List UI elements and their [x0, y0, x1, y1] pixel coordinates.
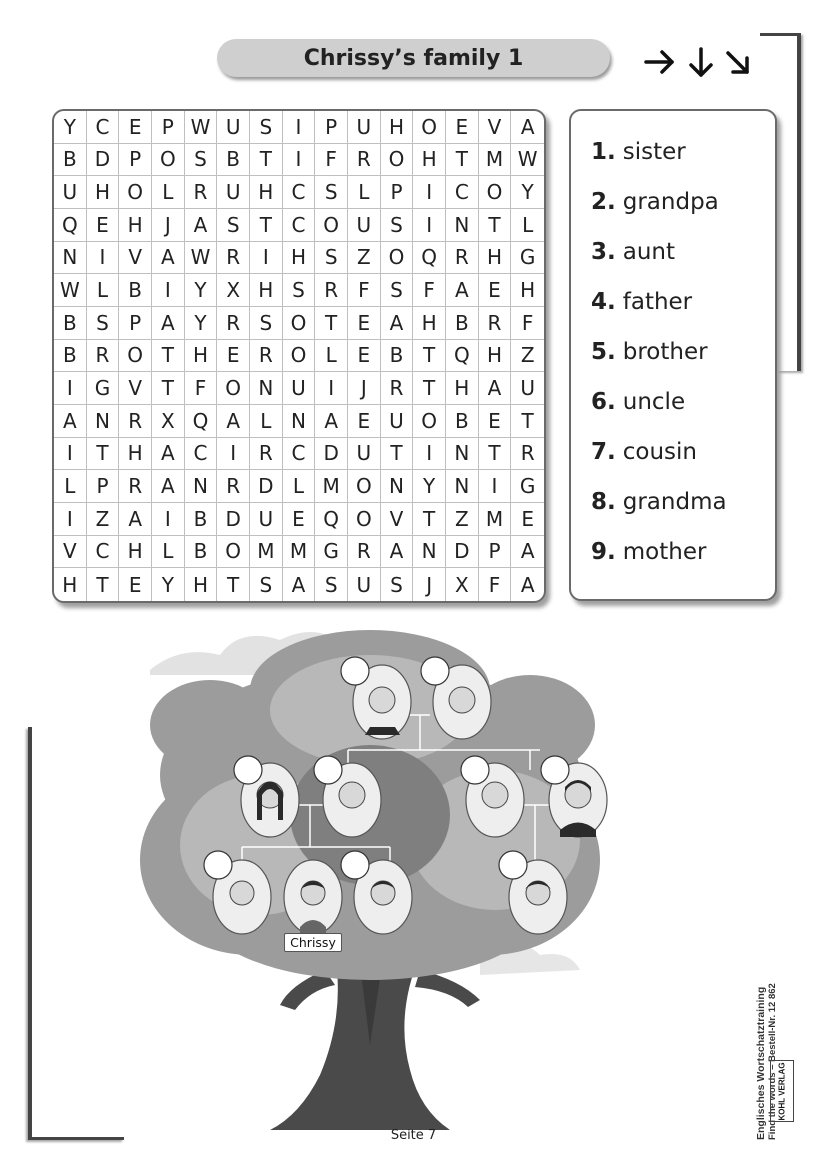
- grid-cell[interactable]: O: [413, 111, 446, 144]
- grid-cell[interactable]: A: [381, 536, 414, 569]
- grid-cell[interactable]: A: [119, 503, 152, 536]
- grid-cell[interactable]: H: [250, 176, 283, 209]
- grid-cell[interactable]: U: [511, 372, 544, 405]
- grid-cell[interactable]: E: [283, 503, 316, 536]
- grid-cell[interactable]: L: [54, 470, 87, 503]
- grid-cell[interactable]: R: [250, 340, 283, 373]
- grid-cell[interactable]: T: [87, 568, 120, 601]
- grid-cell[interactable]: H: [185, 568, 218, 601]
- grid-cell[interactable]: N: [446, 438, 479, 471]
- grid-cell[interactable]: A: [479, 372, 512, 405]
- grid-cell[interactable]: S: [250, 568, 283, 601]
- grid-cell[interactable]: P: [119, 307, 152, 340]
- grid-cell[interactable]: U: [250, 503, 283, 536]
- word-item: [591, 289, 775, 339]
- grid-cell[interactable]: O: [479, 176, 512, 209]
- grid-cell[interactable]: L: [152, 536, 185, 569]
- grid-cell[interactable]: P: [87, 470, 120, 503]
- grid-cell[interactable]: C: [446, 176, 479, 209]
- grid-cell[interactable]: T: [479, 209, 512, 242]
- grid-cell[interactable]: U: [348, 209, 381, 242]
- grid-cell[interactable]: L: [152, 176, 185, 209]
- word-item: [591, 489, 775, 539]
- grid-cell[interactable]: T: [250, 144, 283, 177]
- word-item: [591, 239, 775, 289]
- grid-cell[interactable]: T: [217, 568, 250, 601]
- grid-cell[interactable]: O: [381, 242, 414, 275]
- grid-cell[interactable]: F: [511, 307, 544, 340]
- grid-cell[interactable]: E: [217, 340, 250, 373]
- grid-cell[interactable]: A: [446, 274, 479, 307]
- grid-cell[interactable]: W: [185, 111, 218, 144]
- grid-cell[interactable]: C: [283, 176, 316, 209]
- grid-cell[interactable]: O: [152, 144, 185, 177]
- grid-cell[interactable]: C: [283, 209, 316, 242]
- answer-circle: [234, 756, 262, 784]
- word-list-panel: [569, 109, 777, 601]
- grid-cell[interactable]: U: [54, 176, 87, 209]
- grid-cell[interactable]: S: [217, 209, 250, 242]
- grid-cell[interactable]: T: [413, 372, 446, 405]
- word-text: aunt: [622, 239, 676, 265]
- word-item: [591, 539, 775, 589]
- grid-cell[interactable]: V: [54, 536, 87, 569]
- grid-cell[interactable]: S: [283, 274, 316, 307]
- grid-cell[interactable]: S: [87, 307, 120, 340]
- grid-cell[interactable]: S: [315, 568, 348, 601]
- grid-cell[interactable]: D: [446, 536, 479, 569]
- order-info: Find the words – Bestell-Nr. 12 862: [767, 983, 778, 1140]
- grid-cell[interactable]: N: [54, 242, 87, 275]
- grid-cell[interactable]: B: [217, 144, 250, 177]
- grid-cell[interactable]: R: [381, 372, 414, 405]
- grid-cell[interactable]: A: [217, 405, 250, 438]
- grid-cell[interactable]: U: [348, 111, 381, 144]
- grid-cell[interactable]: I: [315, 372, 348, 405]
- grid-cell[interactable]: M: [283, 536, 316, 569]
- grid-cell[interactable]: R: [511, 438, 544, 471]
- grid-cell[interactable]: O: [283, 307, 316, 340]
- grid-cell[interactable]: N: [250, 372, 283, 405]
- grid-cell[interactable]: U: [217, 176, 250, 209]
- grid-cell[interactable]: H: [54, 568, 87, 601]
- grid-cell[interactable]: P: [479, 536, 512, 569]
- grid-cell[interactable]: I: [283, 144, 316, 177]
- word-number: 9.: [591, 539, 616, 565]
- answer-circle: [541, 756, 569, 784]
- grid-cell[interactable]: C: [283, 438, 316, 471]
- grid-cell[interactable]: H: [119, 438, 152, 471]
- grid-cell[interactable]: R: [315, 274, 348, 307]
- grid-cell[interactable]: V: [479, 111, 512, 144]
- grid-cell[interactable]: R: [119, 405, 152, 438]
- grid-cell[interactable]: G: [87, 372, 120, 405]
- word-number: 6.: [591, 389, 616, 415]
- down-arrow-icon: [691, 49, 711, 75]
- grid-cell[interactable]: A: [381, 307, 414, 340]
- grid-cell[interactable]: O: [315, 209, 348, 242]
- grid-cell[interactable]: Z: [348, 242, 381, 275]
- grid-cell[interactable]: S: [315, 176, 348, 209]
- grid-cell[interactable]: S: [381, 209, 414, 242]
- grid-cell[interactable]: O: [217, 372, 250, 405]
- grid-cell[interactable]: L: [283, 470, 316, 503]
- grid-cell[interactable]: N: [413, 536, 446, 569]
- grid-cell[interactable]: T: [152, 372, 185, 405]
- grid-cell[interactable]: T: [250, 209, 283, 242]
- grid-cell[interactable]: I: [413, 209, 446, 242]
- grid-cell[interactable]: T: [511, 405, 544, 438]
- grid-cell[interactable]: O: [119, 176, 152, 209]
- grid-cell[interactable]: O: [119, 340, 152, 373]
- grid-cell[interactable]: T: [446, 144, 479, 177]
- grid-cell[interactable]: I: [413, 176, 446, 209]
- grid-cell[interactable]: E: [348, 340, 381, 373]
- right-arrow-icon: [646, 52, 672, 72]
- word-text: mother: [622, 539, 707, 565]
- grid-cell[interactable]: Q: [446, 340, 479, 373]
- grid-cell[interactable]: W: [511, 144, 544, 177]
- grid-cell[interactable]: W: [185, 242, 218, 275]
- grid-cell[interactable]: T: [413, 503, 446, 536]
- grid-cell[interactable]: L: [348, 176, 381, 209]
- grid-cell[interactable]: O: [381, 144, 414, 177]
- grid-cell[interactable]: I: [283, 111, 316, 144]
- grid-cell[interactable]: W: [54, 274, 87, 307]
- grid-cell[interactable]: H: [479, 242, 512, 275]
- answer-circle: [204, 851, 232, 879]
- grid-cell[interactable]: S: [250, 307, 283, 340]
- grid-cell[interactable]: F: [413, 274, 446, 307]
- grid-cell[interactable]: A: [152, 242, 185, 275]
- grid-cell[interactable]: C: [87, 111, 120, 144]
- grid-cell[interactable]: Q: [54, 209, 87, 242]
- grid-cell[interactable]: E: [511, 503, 544, 536]
- series-title: Englisches Wortschatztraining: [755, 986, 767, 1140]
- grid-cell[interactable]: M: [479, 503, 512, 536]
- grid-cell[interactable]: E: [87, 209, 120, 242]
- grid-cell[interactable]: M: [250, 536, 283, 569]
- grid-cell[interactable]: E: [479, 405, 512, 438]
- grid-cell[interactable]: P: [315, 111, 348, 144]
- grid-cell[interactable]: H: [119, 209, 152, 242]
- word-item: [591, 189, 775, 239]
- grid-cell[interactable]: B: [119, 274, 152, 307]
- grid-cell[interactable]: A: [185, 209, 218, 242]
- grid-cell[interactable]: B: [446, 405, 479, 438]
- grid-cell[interactable]: O: [348, 470, 381, 503]
- grid-cell[interactable]: T: [413, 340, 446, 373]
- grid-cell[interactable]: R: [217, 470, 250, 503]
- grid-cell[interactable]: A: [152, 470, 185, 503]
- grid-cell[interactable]: C: [185, 438, 218, 471]
- word-number: 2.: [591, 189, 616, 215]
- grid-cell[interactable]: C: [87, 536, 120, 569]
- grid-cell[interactable]: H: [283, 242, 316, 275]
- grid-cell[interactable]: U: [283, 372, 316, 405]
- grid-cell[interactable]: R: [348, 536, 381, 569]
- grid-cell[interactable]: H: [413, 144, 446, 177]
- grid-cell[interactable]: Y: [185, 274, 218, 307]
- grid-cell[interactable]: R: [348, 144, 381, 177]
- grid-cell[interactable]: H: [479, 340, 512, 373]
- grid-cell[interactable]: H: [119, 536, 152, 569]
- grid-cell[interactable]: L: [87, 274, 120, 307]
- grid-cell[interactable]: H: [87, 176, 120, 209]
- page-number: Seite 7: [390, 1128, 437, 1143]
- grid-cell[interactable]: J: [152, 209, 185, 242]
- grid-cell[interactable]: F: [479, 568, 512, 601]
- word-item: [591, 339, 775, 389]
- grid-cell[interactable]: H: [446, 372, 479, 405]
- word-text: uncle: [622, 389, 686, 415]
- grid-cell[interactable]: M: [479, 144, 512, 177]
- grid-cell[interactable]: Z: [87, 503, 120, 536]
- word-text: brother: [622, 339, 708, 365]
- grid-cell[interactable]: D: [250, 470, 283, 503]
- grid-cell[interactable]: H: [185, 340, 218, 373]
- grid-cell[interactable]: H: [381, 111, 414, 144]
- page-title: Chrissy’s family 1: [217, 39, 610, 77]
- grid-cell[interactable]: H: [511, 274, 544, 307]
- grid-cell[interactable]: X: [152, 405, 185, 438]
- grid-cell[interactable]: I: [54, 503, 87, 536]
- grid-cell[interactable]: S: [250, 111, 283, 144]
- grid-cell[interactable]: T: [479, 438, 512, 471]
- grid-cell[interactable]: L: [315, 340, 348, 373]
- grid-cell[interactable]: F: [348, 274, 381, 307]
- word-item: [591, 389, 775, 439]
- grid-cell[interactable]: D: [217, 503, 250, 536]
- grid-cell[interactable]: R: [185, 176, 218, 209]
- word-number: 4.: [591, 289, 616, 315]
- grid-cell[interactable]: R: [217, 242, 250, 275]
- grid-cell[interactable]: P: [381, 176, 414, 209]
- grid-cell[interactable]: U: [348, 438, 381, 471]
- grid-cell[interactable]: E: [119, 111, 152, 144]
- family-tree-illustration: [120, 615, 620, 1140]
- grid-cell[interactable]: N: [446, 470, 479, 503]
- grid-cell[interactable]: B: [54, 340, 87, 373]
- grid-cell[interactable]: A: [283, 568, 316, 601]
- grid-cell[interactable]: O: [283, 340, 316, 373]
- grid-cell[interactable]: D: [315, 438, 348, 471]
- grid-cell[interactable]: P: [119, 144, 152, 177]
- direction-arrows: [640, 42, 760, 78]
- grid-cell[interactable]: Q: [185, 405, 218, 438]
- chrissy-name-tag: Chrissy: [284, 933, 342, 952]
- grid-cell[interactable]: T: [381, 438, 414, 471]
- grid-cell[interactable]: U: [381, 405, 414, 438]
- grid-cell[interactable]: E: [348, 405, 381, 438]
- grid-cell[interactable]: I: [152, 274, 185, 307]
- word-text: grandma: [622, 489, 727, 515]
- word-number: 1.: [591, 139, 616, 165]
- word-text: father: [622, 289, 693, 315]
- grid-cell[interactable]: B: [185, 503, 218, 536]
- diagonal-down-right-arrow-icon: [728, 53, 747, 72]
- grid-cell[interactable]: A: [54, 405, 87, 438]
- grid-cell[interactable]: I: [54, 372, 87, 405]
- grid-cell[interactable]: A: [511, 536, 544, 569]
- grid-cell[interactable]: V: [381, 503, 414, 536]
- grid-cell[interactable]: R: [119, 470, 152, 503]
- grid-cell[interactable]: I: [87, 242, 120, 275]
- grid-cell[interactable]: N: [446, 209, 479, 242]
- answer-circle: [341, 657, 369, 685]
- grid-cell[interactable]: B: [54, 307, 87, 340]
- grid-cell[interactable]: I: [54, 438, 87, 471]
- grid-cell[interactable]: L: [511, 209, 544, 242]
- word-text: sister: [622, 139, 686, 165]
- grid-cell[interactable]: V: [119, 242, 152, 275]
- grid-cell[interactable]: F: [185, 372, 218, 405]
- answer-circle: [461, 756, 489, 784]
- grid-cell[interactable]: J: [348, 372, 381, 405]
- grid-cell[interactable]: A: [152, 307, 185, 340]
- grid-cell[interactable]: Y: [511, 176, 544, 209]
- grid-cell[interactable]: F: [315, 144, 348, 177]
- grid-cell[interactable]: T: [152, 340, 185, 373]
- grid-cell[interactable]: M: [315, 470, 348, 503]
- grid-cell[interactable]: X: [446, 568, 479, 601]
- grid-cell[interactable]: Y: [185, 307, 218, 340]
- grid-cell[interactable]: Y: [413, 470, 446, 503]
- grid-cell[interactable]: H: [250, 274, 283, 307]
- grid-cell[interactable]: I: [152, 503, 185, 536]
- grid-cell[interactable]: E: [446, 111, 479, 144]
- grid-cell[interactable]: Q: [413, 242, 446, 275]
- grid-cell[interactable]: O: [217, 536, 250, 569]
- grid-cell[interactable]: T: [87, 438, 120, 471]
- answer-circle: [499, 851, 527, 879]
- grid-cell[interactable]: V: [119, 372, 152, 405]
- grid-cell[interactable]: R: [479, 307, 512, 340]
- grid-cell[interactable]: B: [54, 144, 87, 177]
- answer-circle: [421, 657, 449, 685]
- grid-cell[interactable]: Q: [315, 503, 348, 536]
- word-item: [591, 139, 775, 189]
- grid-cell[interactable]: I: [479, 470, 512, 503]
- answer-circle: [341, 851, 369, 879]
- grid-cell[interactable]: L: [250, 405, 283, 438]
- word-number: 5.: [591, 339, 616, 365]
- grid-cell[interactable]: N: [185, 470, 218, 503]
- grid-cell[interactable]: A: [511, 111, 544, 144]
- grid-cell[interactable]: Y: [54, 111, 87, 144]
- grid-cell[interactable]: S: [381, 274, 414, 307]
- word-text: grandpa: [622, 189, 719, 215]
- grid-cell[interactable]: A: [152, 438, 185, 471]
- grid-cell[interactable]: Z: [446, 503, 479, 536]
- grid-cell[interactable]: T: [315, 307, 348, 340]
- grid-cell[interactable]: I: [250, 242, 283, 275]
- grid-cell[interactable]: P: [152, 111, 185, 144]
- word-number: 7.: [591, 439, 616, 465]
- grid-cell[interactable]: B: [185, 536, 218, 569]
- grid-cell[interactable]: E: [348, 307, 381, 340]
- grid-cell[interactable]: A: [520, 572, 535, 597]
- grid-cell[interactable]: Z: [511, 340, 544, 373]
- grid-cell[interactable]: S: [315, 242, 348, 275]
- word-number: 3.: [591, 239, 616, 265]
- grid-cell[interactable]: N: [381, 470, 414, 503]
- page-frame-bottom-left: [28, 727, 124, 1140]
- grid-cell[interactable]: R: [87, 340, 120, 373]
- word-search-grid: [52, 109, 546, 603]
- publisher-logo: [770, 1060, 794, 1122]
- word-text: cousin: [622, 439, 697, 465]
- grid-cell[interactable]: E: [119, 568, 152, 601]
- grid-cell[interactable]: U: [348, 568, 381, 601]
- word-number: 8.: [591, 489, 616, 515]
- grid-cell[interactable]: I: [413, 438, 446, 471]
- grid-cell[interactable]: G: [315, 536, 348, 569]
- grid-cell[interactable]: J: [413, 568, 446, 601]
- grid-cell[interactable]: D: [87, 144, 120, 177]
- grid-cell[interactable]: B: [446, 307, 479, 340]
- grid-cell[interactable]: S: [381, 568, 414, 601]
- grid-cell[interactable]: G: [511, 470, 544, 503]
- answer-circle: [314, 756, 342, 784]
- publisher-name: KOHL VERLAG: [777, 1061, 787, 1121]
- grid-cell[interactable]: O: [348, 503, 381, 536]
- grid-cell[interactable]: N: [283, 405, 316, 438]
- grid-cell[interactable]: S: [185, 144, 218, 177]
- word-item: [591, 439, 775, 489]
- grid-cell[interactable]: A: [315, 405, 348, 438]
- grid-cell[interactable]: U: [217, 111, 250, 144]
- grid-cell[interactable]: G: [511, 242, 544, 275]
- grid-cell[interactable]: X: [217, 274, 250, 307]
- grid-cell[interactable]: H: [413, 307, 446, 340]
- grid-cell[interactable]: E: [479, 274, 512, 307]
- grid-cell[interactable]: R: [250, 438, 283, 471]
- grid-cell[interactable]: O: [413, 405, 446, 438]
- grid-cell[interactable]: R: [217, 307, 250, 340]
- grid-cell[interactable]: R: [446, 242, 479, 275]
- grid-cell[interactable]: B: [381, 340, 414, 373]
- grid-cell[interactable]: N: [87, 405, 120, 438]
- grid-cell[interactable]: Y: [152, 568, 185, 601]
- grid-cell[interactable]: I: [217, 438, 250, 471]
